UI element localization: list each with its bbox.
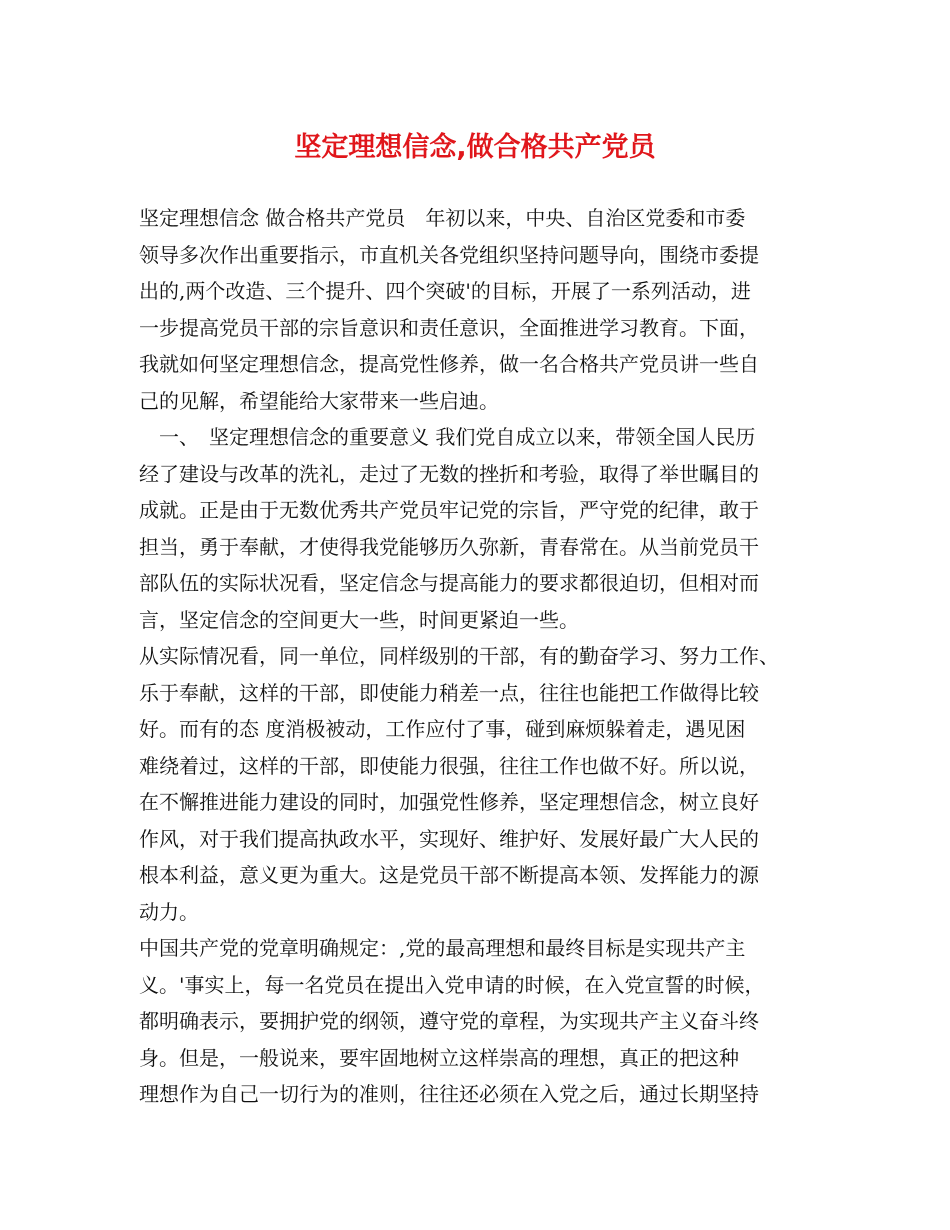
text-line: 坚定理想信念 做合格共产党员 年初以来，中央、自治区党委和市委 (139, 206, 746, 230)
text-line: 成就。正是由于无数优秀共产党员牢记党的宗旨，严守党的纪律，敢于 (139, 498, 759, 522)
text-line: 好。而有的态 度消极被动，工作应付了事，碰到麻烦躲着走，遇见困 (139, 717, 746, 741)
document-title: 坚定理想信念,做合格共产党员 (294, 132, 656, 163)
text-line: 一步提高党员干部的宗旨意识和责任意识，全面推进学习教育。下面， (139, 315, 759, 340)
text-line: 担当，勇于奉献，才使得我党能够历久弥新，青春常在。从当前党员干 (139, 534, 759, 559)
text-line: 领导多次作出重要指示，市直机关各党组织坚持问题导向，围绕市委提 (139, 242, 759, 267)
text-line: 身。但是，一般说来，要牢固地树立这样崇高的理想，真正的把这种 (139, 1045, 739, 1070)
text-line: 一、 坚定理想信念的重要意义 我们党自成立以来，带领全国人民历 (139, 425, 756, 449)
text-line: 作风，对于我们提高执政水平，实现好、维护好、发展好最广大人民的 (139, 826, 759, 851)
text-line: 从实际情况看，同一单位，同样级别的干部，有的勤奋学习、努力工作、 (139, 644, 779, 668)
text-line: 根本利益，意义更为重大。这是党员干部不断提高本领、发挥能力的源 (139, 863, 759, 887)
text-line: 都明确表示，要拥护党的纲领，遵守党的章程，为实现共产主义奋斗终 (139, 1009, 759, 1033)
text-line: 难绕着过，这样的干部，即使能力很强，往往工作也做不好。所以说， (139, 753, 759, 778)
text-line: 乐于奉献，这样的干部，即使能力稍差一点，往往也能把工作做得比较 (139, 680, 759, 705)
text-line: 经了建设与改革的洗礼，走过了无数的挫折和考验，取得了举世瞩目的 (139, 461, 759, 486)
text-line: 部队伍的实际状况看，坚定信念与提高能力的要求都很迫切，但相对而 (139, 571, 759, 595)
document-body (139, 200, 824, 1113)
text-line: 在不懈推进能力建设的同时，加强党性修养，坚定理想信念，树立良好 (139, 790, 759, 814)
text-line: 己的见解，希望能给大家带来一些启迪。 (139, 388, 499, 413)
text-line: 我就如何坚定理想信念，提高党性修养，做一名合格共产党员讲一些自 (139, 352, 759, 376)
text-line: 中国共产党的党章明确规定：,党的最高理想和最终目标是实现共产主 (139, 936, 746, 960)
text-line: 动力。 (139, 899, 199, 924)
text-line: 义。'事实上，每一名党员在提出入党申请的时候，在入党宣誓的时候， (139, 972, 765, 997)
text-line: 出的,两个改造、三个提升、四个突破'的目标，开展了一系列活动，进 (139, 279, 751, 303)
text-line: 理想作为自己一切行为的准则，往往还必须在入党之后，通过长期坚持 (139, 1082, 759, 1106)
text-line: 言，坚定信念的空间更大一些，时间更紧迫一些。 (139, 607, 579, 632)
